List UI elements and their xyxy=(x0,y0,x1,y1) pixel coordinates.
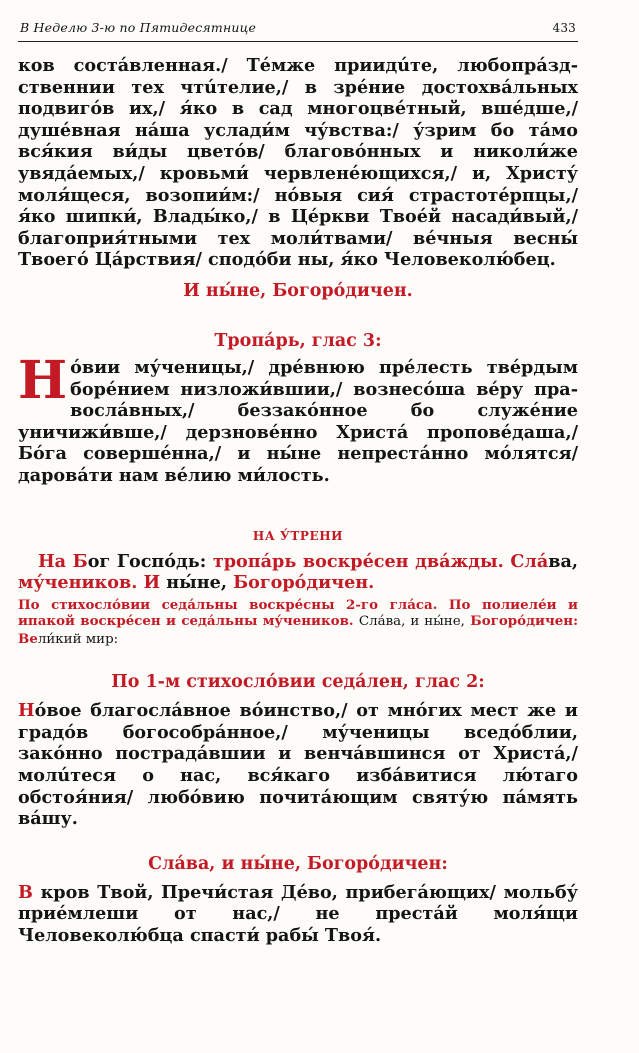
i-nyne-black: ны́не, xyxy=(166,572,227,594)
rubric-slava: Сла́ва, и ны́не, xyxy=(358,614,465,630)
book-page xyxy=(18,20,578,947)
final-initial: В xyxy=(18,881,33,903)
opening-paragraph: ков состáвленная./ Тéмже приидúте, любопрáздственнии тех чтúтелие,/ в зрéние достохвáльных подвигóв их,/ я́ко в сад многоцвéтный, вшéдше,/ душéвная нáша услади́м чу́вства:/ у́зрим бо тáмо вся́кия ви́ды цветóв/ благовóнных и николи́же увядáемых,/ кровьми́ червленéющихся,/ и, Христу́ моля́щеся, возопии́м:/ нóвыя сия́ страстотéрпцы,/ я́ко шипки́, Влады́ко,/ в Цéркви Твоéй насади́вый,/ благоприя́тными тех моли́твами/ вéчныя весны́ Твоегó Цáрствия/ сподóби ны, я́ко Человеколю́бец. xyxy=(18,55,578,271)
slava-black: ва, xyxy=(548,550,578,572)
running-head xyxy=(18,20,578,42)
rubric-velikiy-rest: ли́кий мир: xyxy=(37,631,119,647)
final-paragraph xyxy=(18,882,578,947)
troparion-text: óвии му́ченицы,/ дрéвнюю прéлесть твéрдым борéнием низложи́вшии,/ вознесóша вéру правослáвных,/ беззакóнное бо служéние уничижи́вше,/ дерзновéнно Христá проповéдаша,/ Бóга совершéнна,/ и ны́не непрестáнно мóлятся/ даровáти нам вéлию ми́лость. xyxy=(18,356,578,486)
na-bog-red: тропáрь воскрéсен двáжды. xyxy=(212,550,504,572)
heading-sedalen: По 1-м стихосло́вии седа́лен, глас 2: xyxy=(111,672,485,693)
sedalen-initial: Н xyxy=(18,700,35,722)
matins-heading: НА У́ТРЕНИ xyxy=(252,528,344,543)
heading-troparion: Тропáрь, глас 3: xyxy=(214,330,382,351)
sedalen-paragraph xyxy=(18,700,578,830)
heading-slava-i-nyne: Слáва, и ны́не, Богорóдичен: xyxy=(148,853,448,874)
troparion-paragraph xyxy=(18,349,578,487)
rubric-bogorodichen: Богоро́дичен: xyxy=(470,613,579,630)
slava-red: му́чеников. И xyxy=(18,572,161,594)
slava-initial: Слá xyxy=(510,550,549,572)
page-number: 433 xyxy=(552,21,576,35)
rubric-velikiy-initial: Ве xyxy=(18,630,38,647)
running-head-title: В Неделю 3-ю по Пятидесятнице xyxy=(20,20,257,35)
final-text: кров Твой, Пречи́стая Дéво, прибегáющих/ мольбу́ приéмлеши от нас,/ не престáй моля́щи Человеколю́бца спасти́ рабы́ Твоя́. xyxy=(18,881,578,946)
na-bog-black: ог Госпóдь: xyxy=(87,550,207,572)
sedalen-text: óвое благослáвное вóинство,/ от мнóгих мест же и градóв богособрáнное,/ му́ченицы вседóблии, закóнно пострадáвшии и венчáвшинся от Христá,/ молúтеся о нас, вся́каго избáвитися лю́таго обстоя́ния/ любóвию почитáющим святу́ю пáмять вáшу. xyxy=(18,700,578,830)
na-bog-paragraph xyxy=(18,551,578,594)
troparion-drop-cap: Н xyxy=(18,349,68,411)
heading-i-nyne-bogorodichen: И ны́не, Богорóдичен. xyxy=(183,280,413,301)
rubric-line: По стихосло́вии седа́льны воскре́сны 2-го гла́са. По полиеле́и и ипакой воскре́сен и седа́льны му́чеников. xyxy=(18,596,578,630)
na-bog-initial: На Б xyxy=(38,550,88,572)
bogorodichen-red: Богорóдичен. xyxy=(233,572,375,594)
rubric-paragraph xyxy=(18,597,578,649)
